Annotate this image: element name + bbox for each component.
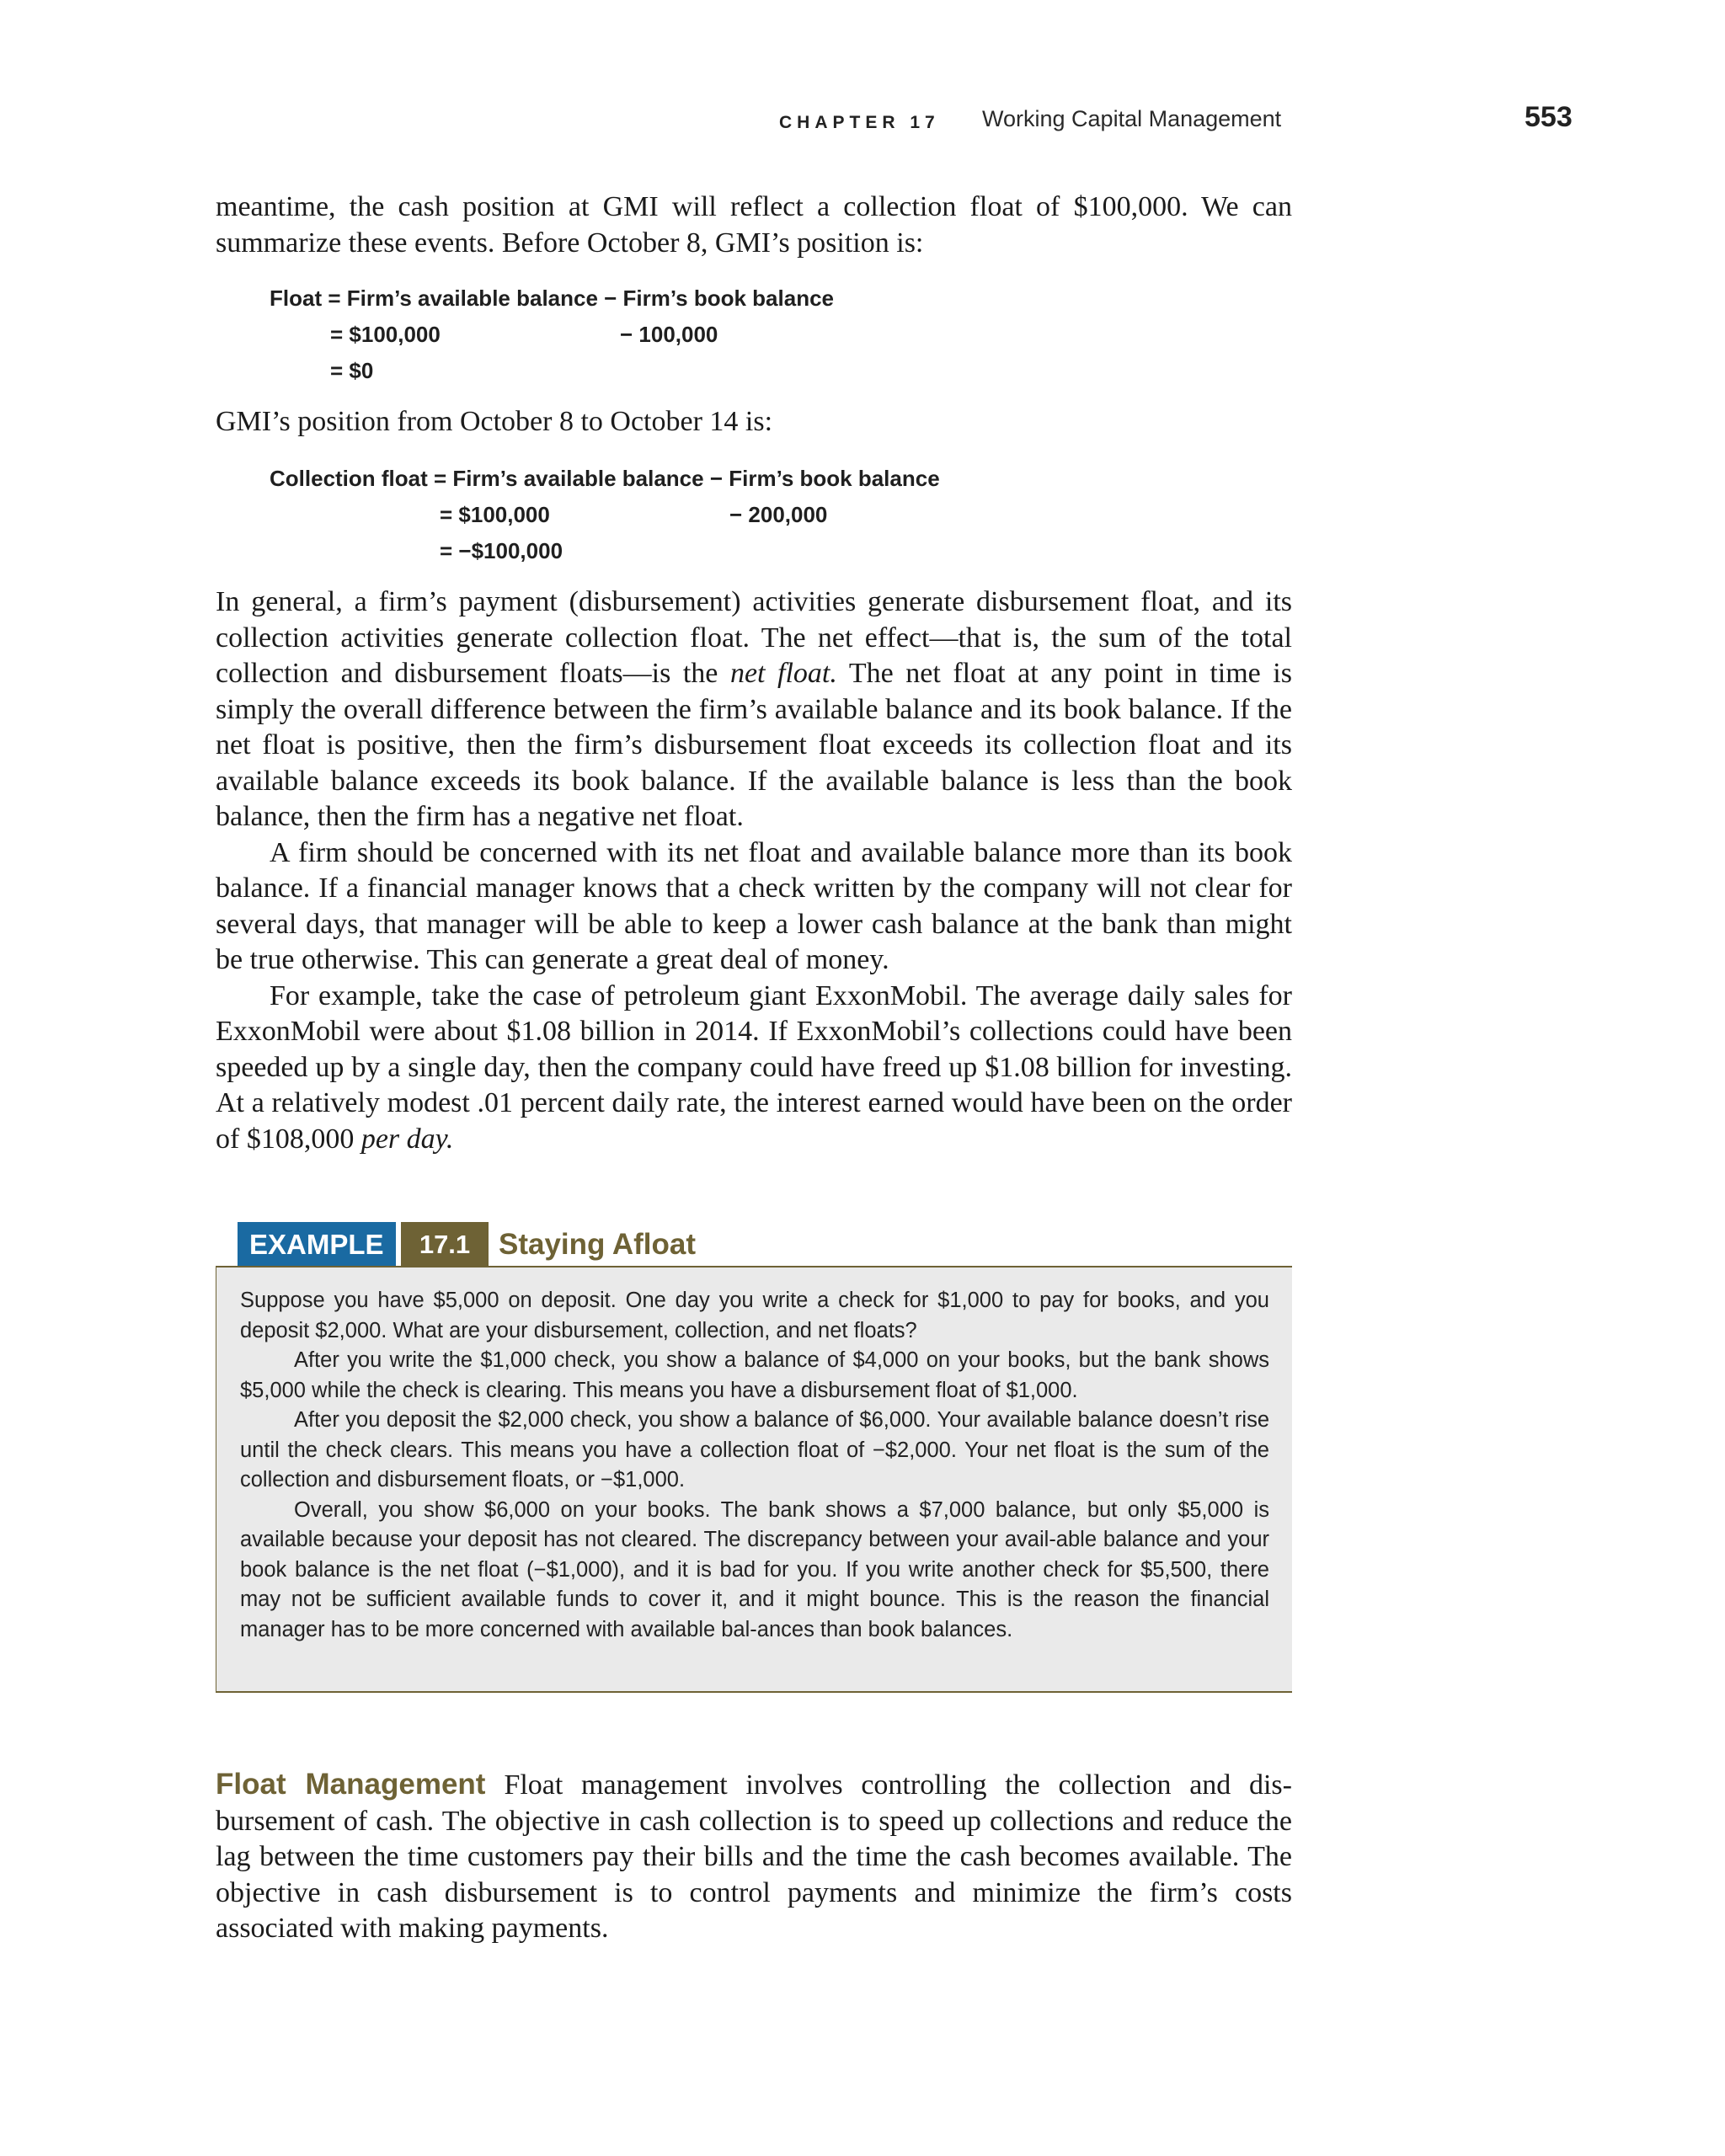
equation-row: Collection float = Firm’s available balance − Firm’s book balance — [270, 466, 940, 491]
italic-term: net float. — [729, 658, 837, 689]
example-tag: EXAMPLE — [238, 1222, 396, 1267]
section-heading: Float Management — [216, 1768, 486, 1801]
text-run: In general, a firm’s payment (disbursement) activities generate disbursement float, and its collection activities generate collection float. The net effect—that is, the sum of the total collection and disbursement floats—is the — [216, 586, 1292, 689]
equation-row: = −$100,000 — [440, 538, 563, 563]
equation-row: = $100,000 — [440, 502, 550, 527]
example-paragraph: After you deposit the $2,000 check, you show a balance of $6,000. Your available balance doesn’t rise until the check clears. This means you have a collection float of −$2,000. Your net float is the sum of the collection and disbursement floats, or −$1,000. — [240, 1408, 1269, 1492]
float-management-paragraph — [216, 1767, 1292, 1947]
body-section — [216, 584, 1292, 1157]
example-title: Staying Afloat — [499, 1228, 696, 1261]
example-content — [240, 1286, 1269, 1645]
equation-row: = $0 — [330, 358, 374, 383]
float-management-section — [216, 1767, 1292, 1947]
page-number: 553 — [1525, 101, 1573, 133]
italic-term: per day. — [360, 1123, 454, 1155]
paragraph-net-float — [216, 584, 1292, 835]
equation-row: = $100,000 — [330, 322, 441, 347]
equation-row: − 100,000 — [620, 322, 718, 347]
paragraph-exxon — [216, 979, 1292, 1158]
example-box — [216, 1266, 1292, 1693]
equation-row: Float = Firm’s available balance − Firm’s book balance — [270, 286, 834, 311]
paragraph-concern: A firm should be concerned with its net float and available balance more than its book balance. If a financial manager knows that a check written by the company will not clear for several days, that manager will be able to keep a lower cash balance at the bank than might be true otherwise. This can generate a great deal of money. — [216, 836, 1292, 975]
example-paragraph: Suppose you have $5,000 on deposit. One day you write a check for $1,000 to pay for books, and you deposit $2,000. What are your disbursement, collection, and net floats? — [240, 1289, 1269, 1342]
equation-row: − 200,000 — [729, 502, 828, 527]
example-number: 17.1 — [401, 1222, 489, 1267]
transition-text: GMI’s position from October 8 to October 14 is: — [216, 406, 773, 437]
text-run: For example, take the case of petroleum giant ExxonMobil. The average daily sales for ExxonMobil were about $1.08 billion in 2014. If ExxonMobil’s collections could have been speeded up by a single day, then the company could have freed up $1.08 billion for investing. At a relatively modest .01 percent daily rate, the interest earned would have been on the order of $108,000 — [216, 979, 1292, 1155]
chapter-label: CHAPTER 17 — [779, 113, 940, 132]
intro-section — [216, 189, 1292, 261]
example-paragraph: Overall, you show $6,000 on your books. The bank shows a $7,000 balance, but only $5,000 is available because your deposit has not cleared. The discrepancy between your avail-able balance and your book balance is the net float (−$1,000), and it is bad for you. If you write another check for $5,500, there may not be sufficient available funds to cover it, and it might bounce. This is the reason the financial manager has to be more concerned with available bal-ances than book balances. — [240, 1497, 1269, 1641]
text-run: Float management involves controlling the collection and dis-bursement of cash. The objective in cash collection is to speed up collections and reduce the lag between the time customers pay their bills and the time the cash becomes available. The objective in cash disbursement is to control payments and minimize the firm’s costs associated with making payments. — [216, 1769, 1292, 1944]
intro-paragraph: meantime, the cash position at GMI will reflect a collection float of $100,000. We can summarize these events. Before October 8, GMI’s position is: — [216, 191, 1292, 259]
running-header — [0, 101, 1725, 140]
running-title: Working Capital Management — [982, 106, 1282, 131]
transition-section — [216, 404, 1292, 440]
example-paragraph: After you write the $1,000 check, you show a balance of $4,000 on your books, but the bank shows $5,000 while the check is clearing. This means you have a disbursement float of $1,000. — [240, 1348, 1269, 1402]
text-run: The net float at any point in time is simply the overall difference between the firm’s available balance and its book balance. If the net float is positive, then the firm’s disbursement float exceeds its collection float and its available balance exceeds its book balance. If the available balance is less than the book balance, then the firm has a negative net float. — [216, 658, 1292, 832]
